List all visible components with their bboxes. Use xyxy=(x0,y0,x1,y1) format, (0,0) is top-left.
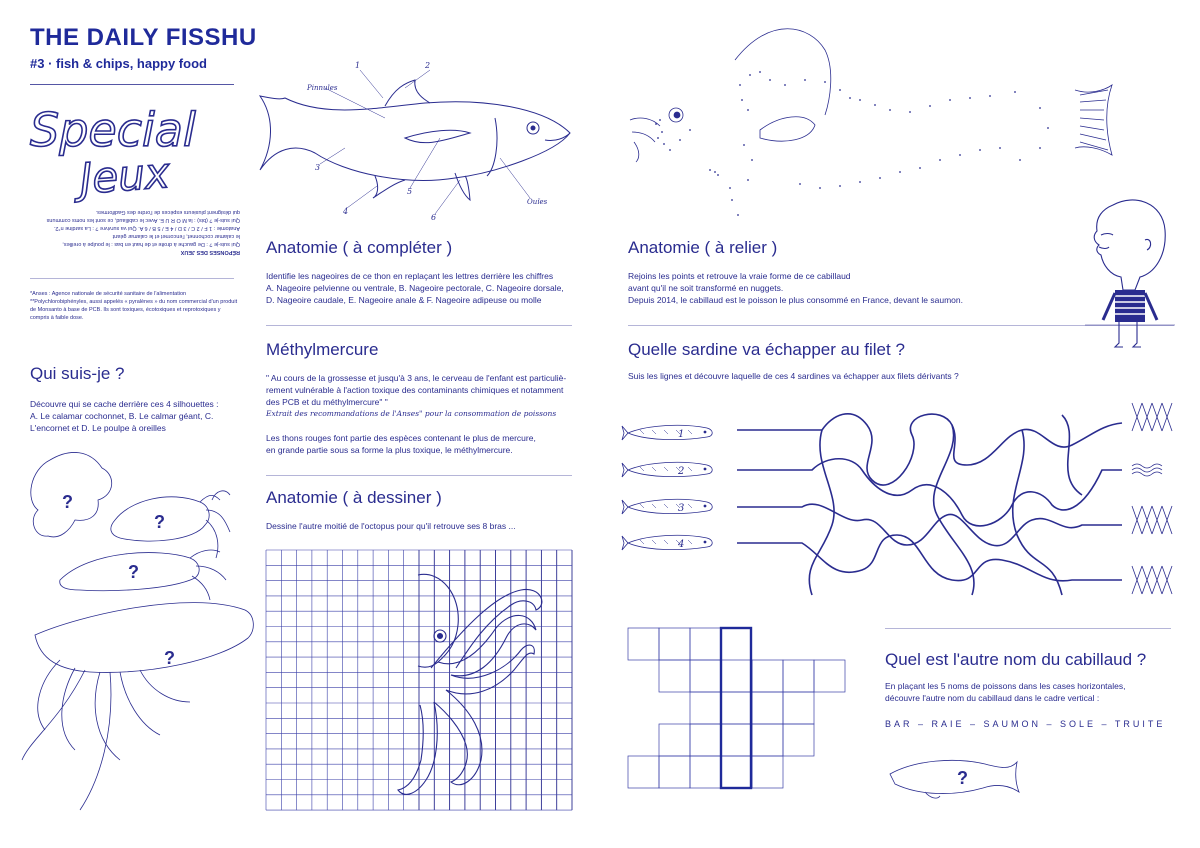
footnote-anses: *Anses : Agence nationale de sécurité sanitaire de l'alimentation xyxy=(30,291,187,297)
qui-line: L'encornet et D. Le poulpe à oreilles xyxy=(30,423,166,433)
answers-heading: RÉPONSES DES JEUX xyxy=(180,249,240,255)
sardine-scale xyxy=(664,504,668,508)
crossword-cell xyxy=(690,756,721,788)
connect-dot xyxy=(1014,91,1016,93)
sardine-eye xyxy=(704,505,707,508)
anatomy-number: 4 xyxy=(343,207,349,216)
sardine-title: Quelle sardine va échapper au filet ? xyxy=(628,340,905,359)
crossword-cell xyxy=(721,724,752,756)
maze-lines xyxy=(737,414,1122,595)
connect-dot xyxy=(751,159,753,161)
sardine-number: 2 xyxy=(678,466,685,477)
anatomy-number: 2 xyxy=(425,61,431,70)
wave-icon xyxy=(1132,464,1162,468)
sardine-eye xyxy=(704,468,707,471)
anatomie-dessiner-text: Dessine l'autre moitié de l'octopus pour qu'il retrouve ses 8 bras ... xyxy=(266,521,516,531)
connect-dot xyxy=(714,171,716,173)
quote-line: des PCB et du méthylmercure" " xyxy=(266,397,388,407)
text-line: Les thons rouges font partie des espèces contenant le plus de mercure, xyxy=(266,433,536,443)
sardine xyxy=(622,499,712,514)
cabillaud-text xyxy=(885,680,1175,704)
crossword-cell xyxy=(783,724,814,756)
text-line: avant qu'il ne soit transformé en nuggets. xyxy=(628,283,784,293)
sardine-text: Suis les lignes et découvre laquelle de ces 4 sardines va échapper aux filets dérivants ? xyxy=(628,371,959,381)
connect-dot xyxy=(879,177,881,179)
dot-to-dot-cod xyxy=(620,20,1120,230)
connect-dot xyxy=(679,139,681,141)
connect-dot xyxy=(899,171,901,173)
connect-dot xyxy=(749,74,751,76)
connect-dot xyxy=(889,109,891,111)
connect-dot xyxy=(859,181,861,183)
methylmercure-text xyxy=(266,372,576,456)
label-pinnules: Pinnules xyxy=(307,84,338,92)
answers-block xyxy=(30,208,240,256)
sardine xyxy=(622,425,712,440)
label-ouies: Ouïes xyxy=(527,198,548,206)
page-title: THE DAILY FISSHU xyxy=(30,24,257,51)
silhouettes xyxy=(20,440,260,840)
qui-suis-je-title: Qui suis-je ? xyxy=(30,364,125,383)
connect-dot xyxy=(737,214,739,216)
connect-dot xyxy=(874,104,876,106)
quote-source: Extrait des recommandations de l'Anses" pour la consommation de poissons xyxy=(266,409,557,418)
sardine-scale xyxy=(688,467,692,471)
connect-dot xyxy=(759,71,761,73)
connect-dot xyxy=(669,149,671,151)
fish-words: BAR – RAIE – SAUMON – SOLE – TRUITE xyxy=(885,719,1166,729)
connect-dot xyxy=(1039,147,1041,149)
connect-dot xyxy=(663,143,665,145)
anatomie-relier-text xyxy=(628,270,978,306)
crossword-cell xyxy=(690,660,721,692)
page-subtitle: #3 · fish & chips, happy food xyxy=(30,56,207,71)
connect-dot xyxy=(1047,127,1049,129)
tuna-illustration xyxy=(255,58,585,228)
cabillaud-title: Quel est l'autre nom du cabillaud ? xyxy=(885,650,1147,669)
connect-dot xyxy=(747,179,749,181)
sardine-maze xyxy=(622,395,1177,620)
connect-dot xyxy=(859,99,861,101)
answers-line: le calamar cochonnet, l'encornet et le calamar géant xyxy=(112,233,240,239)
anatomy-number: 6 xyxy=(431,213,437,222)
connect-dot xyxy=(839,89,841,91)
footnotes xyxy=(30,290,240,322)
crossword-cell xyxy=(690,724,721,756)
striped-shirt xyxy=(1103,290,1157,322)
text-line: A. Nageoire pelvienne ou ventrale, B. Nageoire pectorale, C. Nageoire dorsale, xyxy=(266,283,564,293)
text-line: en grande partie sous sa forme la plus toxique, le méthylmercure. xyxy=(266,445,513,455)
wave-icon xyxy=(1132,472,1162,476)
sardine xyxy=(622,535,712,550)
crossword-cell xyxy=(659,724,690,756)
quote-line: " Au cours de la grossesse et jusqu'à 3 ans, le cerveau de l'enfant est particuliè- xyxy=(266,373,567,383)
connect-dot xyxy=(989,95,991,97)
question-mark: ? xyxy=(164,648,175,668)
sardine-scale xyxy=(640,467,644,471)
connect-dot xyxy=(849,97,851,99)
sardine-scale xyxy=(640,430,644,434)
connect-dot xyxy=(819,187,821,189)
connect-dot xyxy=(804,79,806,81)
wave-icon xyxy=(1132,468,1162,472)
text-line: Identifie les nageoires de ce thon en replaçant les lettres derrière les chiffres xyxy=(266,271,554,281)
answers-line: Anatomie : 1 F / 2 C / 3 D / 4 E / 5 B / 6 A. Qui va survivre ? : La sardine n°2. xyxy=(53,225,240,231)
sardine-scale xyxy=(640,540,644,544)
connect-dot xyxy=(1039,107,1041,109)
special-jeux-logo xyxy=(28,98,238,204)
connect-dot xyxy=(657,137,659,139)
answers-line: qui désignent plusieurs espèces de l'ordre des Gadiformes. xyxy=(95,209,240,215)
text-line: En plaçant les 5 noms de poissons dans les cases horizontales, xyxy=(885,681,1126,691)
question-mark: ? xyxy=(154,512,165,532)
sardine-scale xyxy=(652,467,656,471)
crossword-cell xyxy=(814,660,845,692)
crossword-grid xyxy=(628,628,868,788)
connect-dot xyxy=(659,119,661,121)
sardine-eye xyxy=(704,541,707,544)
connect-dot xyxy=(979,149,981,151)
connect-dot xyxy=(739,84,741,86)
crossword-cell xyxy=(783,660,814,692)
anatomy-number: 1 xyxy=(355,61,361,70)
connect-dot xyxy=(655,123,657,125)
connect-dot xyxy=(909,111,911,113)
crossword-cell xyxy=(659,756,690,788)
sardine-scale xyxy=(688,430,692,434)
crossword-cell xyxy=(659,660,690,692)
quote-line: rement vulnérable à l'action toxique des contaminants chimiques et notamment xyxy=(266,385,564,395)
sardine-scale xyxy=(664,430,668,434)
question-mark: ? xyxy=(62,492,73,512)
connect-dot xyxy=(839,185,841,187)
octopus-half xyxy=(398,574,542,794)
qui-suis-je-text xyxy=(30,398,250,434)
vertical-answer-frame xyxy=(721,628,751,788)
connect-dot xyxy=(717,174,719,176)
sardine-scale xyxy=(664,467,668,471)
jeux-word: Jeux xyxy=(78,148,172,204)
text-line: D. Nageoire caudale, E. Nageoire anale & F. Nageoire adipeuse ou molle xyxy=(266,295,542,305)
qui-intro: Découvre qui se cache derrière ces 4 silhouettes : xyxy=(30,399,219,409)
crossword-cell xyxy=(752,756,783,788)
anatomie-completer-text xyxy=(266,270,576,306)
crossword-cell xyxy=(752,660,783,692)
answers-line: Qui suis-je ? : De gauche à droite et de haut en bas : le poulpe à oreilles, xyxy=(62,241,240,247)
crossword-cell xyxy=(783,692,814,724)
footnote-pcb: **Polychlorobiphényles, aussi appelés « pyralènes » du nom commercial d'un produit de Monsanto à base de PCB. Ils sont toxiques, écotoxiques et reprotoxiques y compris à faible dose. xyxy=(30,299,238,321)
connect-dot xyxy=(919,167,921,169)
sardine-eye xyxy=(704,431,707,434)
sardine-scale xyxy=(652,430,656,434)
connect-dot xyxy=(999,147,1001,149)
anatomie-dessiner-title: Anatomie ( à dessiner ) xyxy=(266,488,442,507)
cod-silhouette xyxy=(885,752,1025,802)
answers-line: Qui suis-je ? (bis) : la M O R U E. Avec le cabillaud, ce sont les noms communs xyxy=(46,217,240,223)
connect-dot xyxy=(799,183,801,185)
crossword-cell xyxy=(721,692,752,724)
crossword-cell xyxy=(628,756,659,788)
qui-line: A. Le calamar cochonnet, B. Le calmar géant, C. xyxy=(30,411,214,421)
connect-dot xyxy=(769,79,771,81)
crossword-cell xyxy=(628,628,659,660)
question-mark: ? xyxy=(957,768,968,788)
sardine-number: 1 xyxy=(678,429,685,440)
sardine-number: 3 xyxy=(678,503,685,514)
crossword-cell xyxy=(752,692,783,724)
connect-dot xyxy=(939,159,941,161)
sardine-scale xyxy=(652,504,656,508)
sardine-scale xyxy=(664,540,668,544)
child-illustration xyxy=(1085,195,1175,355)
connect-dot xyxy=(731,199,733,201)
methylmercure-title: Méthylmercure xyxy=(266,340,379,359)
text-line: découvre l'autre nom du cabillaud dans le cadre vertical : xyxy=(885,693,1100,703)
sardine-scale xyxy=(652,540,656,544)
anatomie-completer-title: Anatomie ( à compléter ) xyxy=(266,238,453,257)
connect-dot xyxy=(709,169,711,171)
crossword-cell xyxy=(690,692,721,724)
crossword-cell xyxy=(690,628,721,660)
question-mark: ? xyxy=(128,562,139,582)
crossword-cell xyxy=(721,756,752,788)
sardine xyxy=(622,462,712,477)
sardine-number: 4 xyxy=(678,539,685,550)
connect-dot xyxy=(743,144,745,146)
crossword-cell xyxy=(721,660,752,692)
anatomy-number: 5 xyxy=(407,187,413,196)
connect-dot xyxy=(729,187,731,189)
connect-dot xyxy=(784,84,786,86)
connect-dot xyxy=(689,129,691,131)
connect-dot xyxy=(741,99,743,101)
connect-dot xyxy=(969,97,971,99)
drawing-grid xyxy=(266,550,572,820)
connect-dot xyxy=(824,81,826,83)
crossword-cell xyxy=(659,628,690,660)
sardine-scale xyxy=(688,540,692,544)
connect-dot xyxy=(949,99,951,101)
sardine-scale xyxy=(688,504,692,508)
crossword-cell xyxy=(752,724,783,756)
text-line: Depuis 2014, le cabillaud est le poisson le plus consommé en France, devant le saumon. xyxy=(628,295,963,305)
connect-dot xyxy=(1019,159,1021,161)
connect-dot xyxy=(661,131,663,133)
special-word: Special xyxy=(30,103,196,157)
connect-dot xyxy=(959,154,961,156)
text-line: Rejoins les points et retrouve la vraie forme de ce cabillaud xyxy=(628,271,851,281)
connect-dot xyxy=(747,109,749,111)
silhouette-giant-squid xyxy=(35,603,253,673)
sardine-scale xyxy=(640,504,644,508)
connect-dot xyxy=(929,105,931,107)
anatomie-relier-title: Anatomie ( à relier ) xyxy=(628,238,778,257)
anatomy-number: 3 xyxy=(315,163,321,172)
